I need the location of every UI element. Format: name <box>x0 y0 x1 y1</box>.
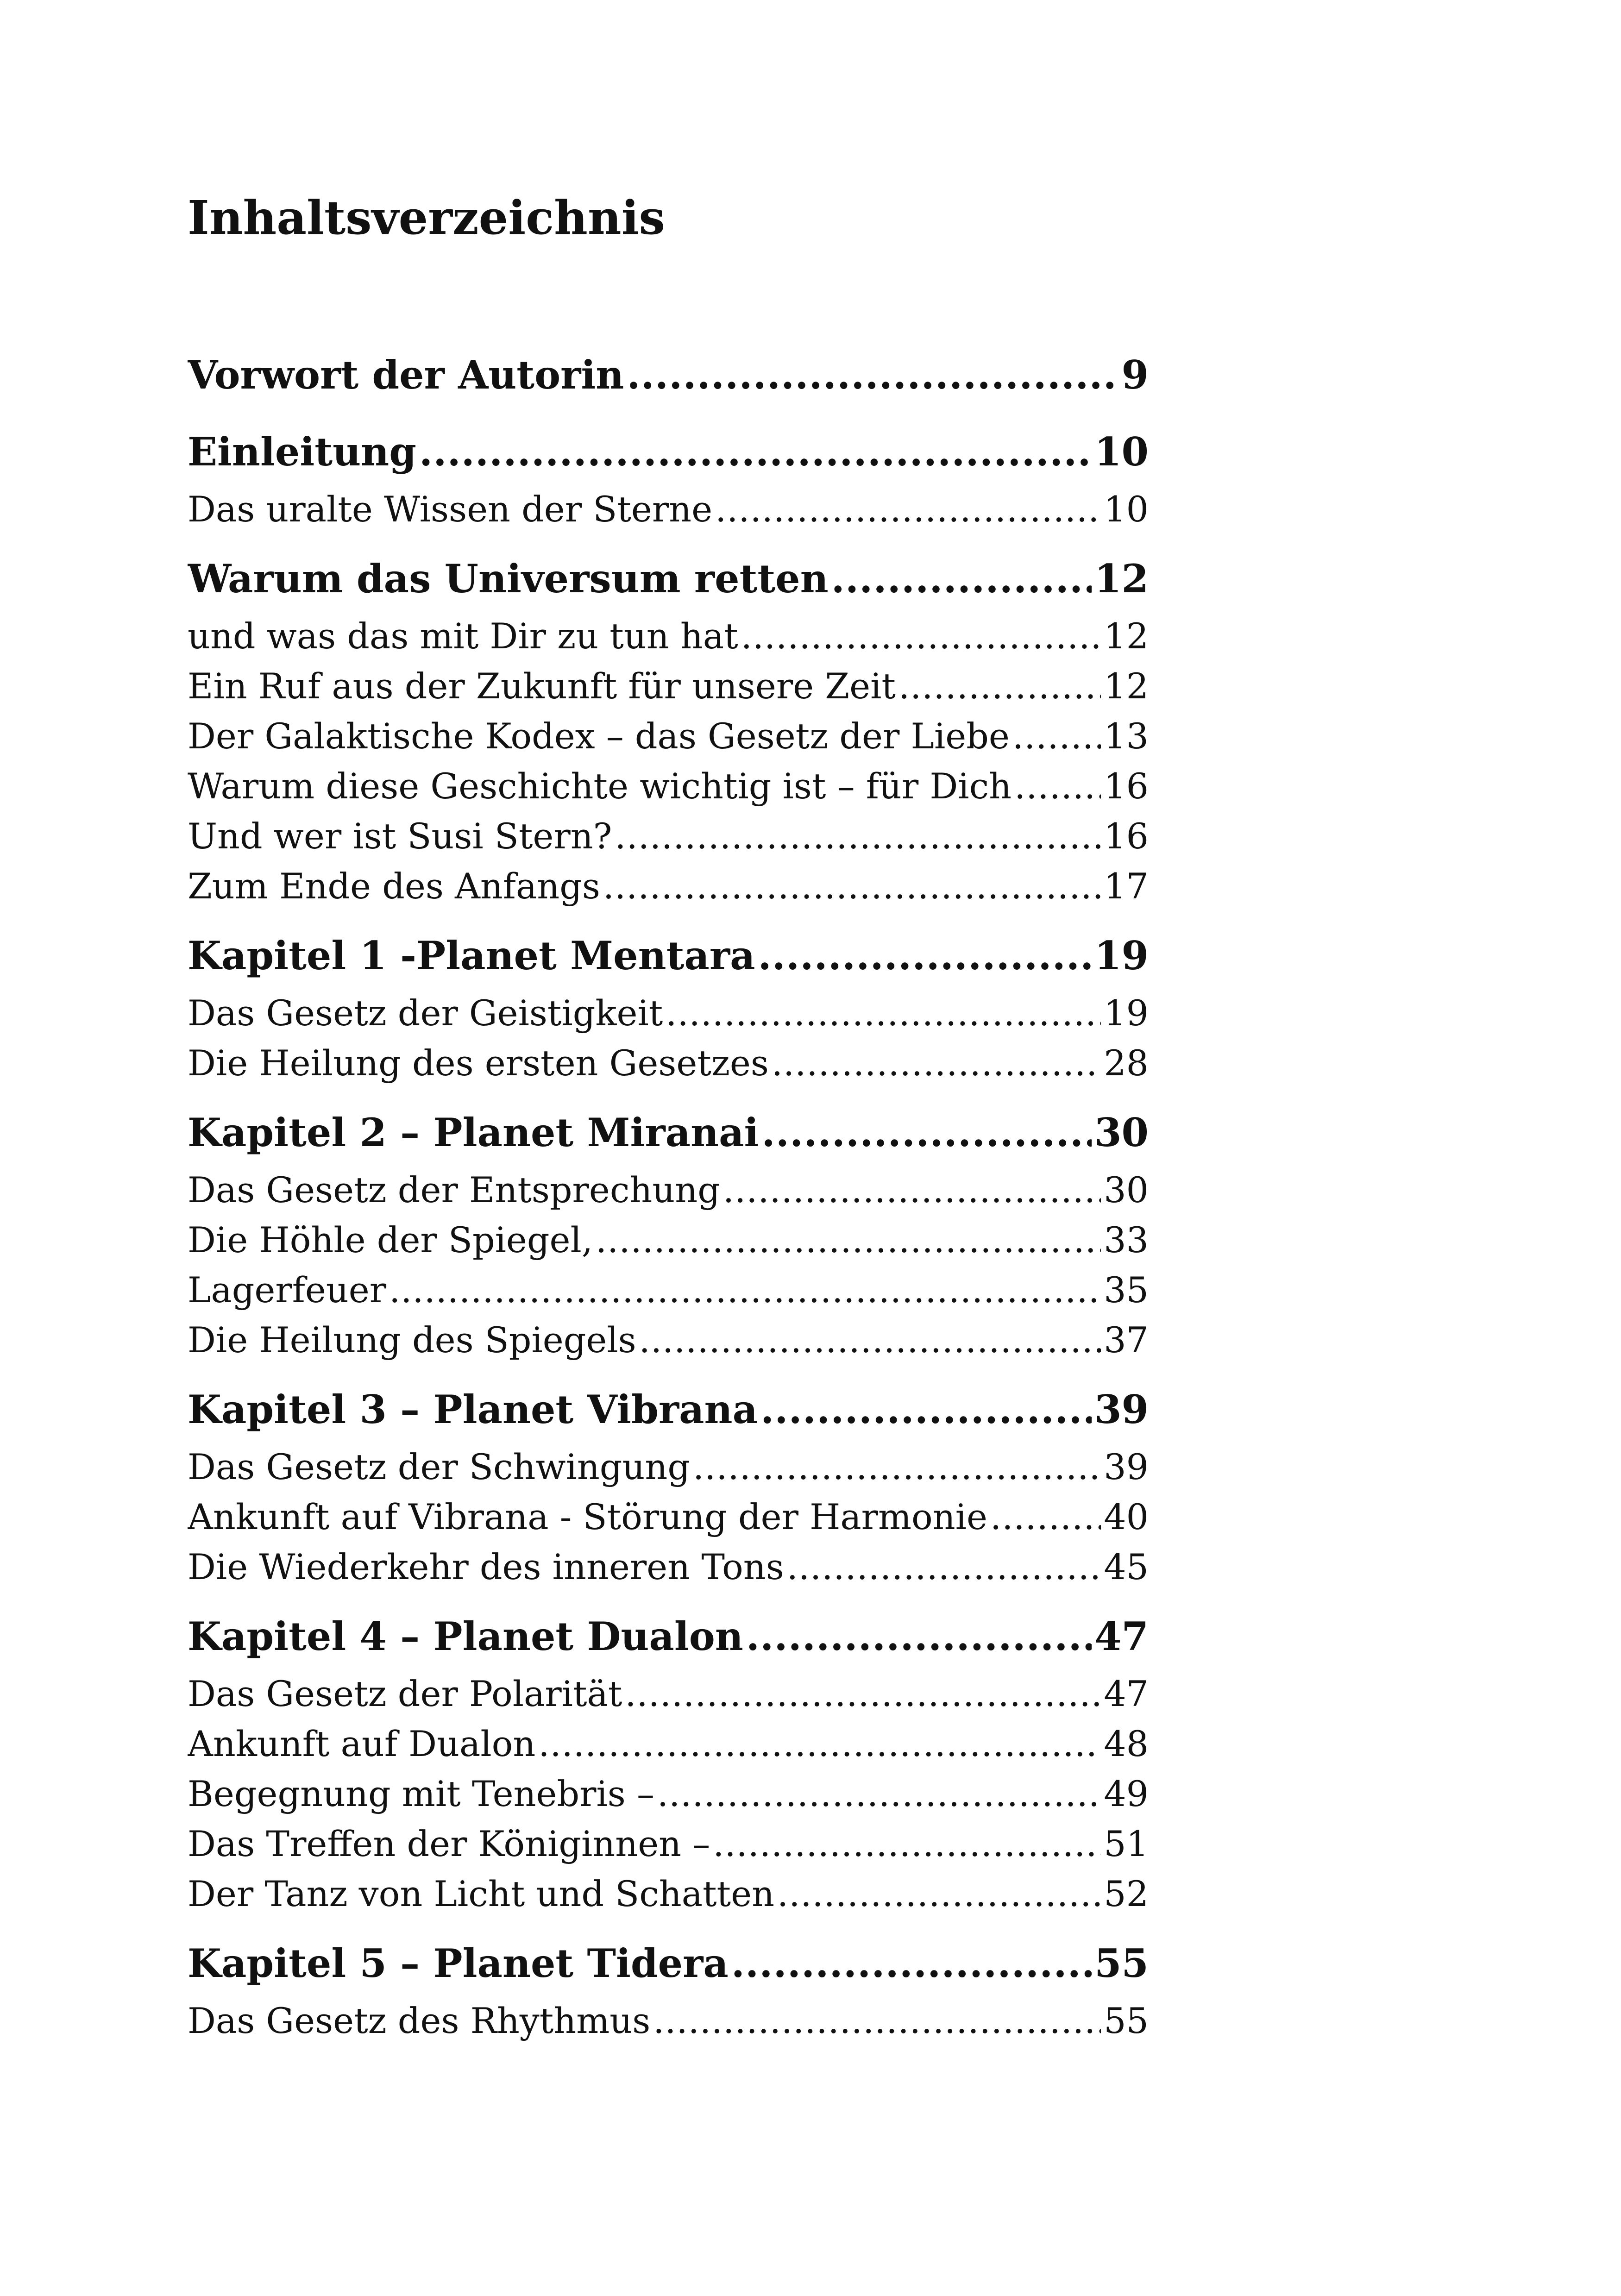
toc-subentry-page-number: 47 <box>1104 1673 1149 1714</box>
toc-subentry-title: Das Treffen der Königinnen – <box>188 1823 710 1864</box>
toc-subentry-page-number: 55 <box>1104 2000 1149 2041</box>
toc-subentry[interactable] <box>188 761 1149 811</box>
toc-subentry-page-number: 12 <box>1104 665 1149 707</box>
toc-chapter-entry[interactable] <box>188 1931 1149 1996</box>
toc-chapter-entry-title: Kapitel 2 – Planet Miranai <box>188 1110 759 1155</box>
dot-leader <box>666 988 1101 1038</box>
dot-leader <box>777 1869 1101 1919</box>
dot-leader <box>761 1100 1092 1165</box>
toc-subentry[interactable] <box>188 1869 1149 1919</box>
toc-subentry[interactable] <box>188 1669 1149 1719</box>
toc-subentry-title: Ankunft auf Dualon <box>188 1723 536 1764</box>
toc-subentry-page-number: 39 <box>1104 1446 1149 1487</box>
dot-leader <box>1014 761 1101 811</box>
dot-leader <box>990 1492 1101 1542</box>
toc-subentry-title: Ein Ruf aus der Zukunft für unsere Zeit <box>188 665 896 707</box>
toc-subentry[interactable] <box>188 811 1149 861</box>
toc-subentry-page-number: 49 <box>1104 1773 1149 1814</box>
toc-chapter-entry-title: Einleitung <box>188 429 416 475</box>
toc-chapter-entry[interactable] <box>188 923 1149 988</box>
toc-chapter-entry[interactable] <box>188 1100 1149 1165</box>
toc-subentry-page-number: 10 <box>1104 489 1149 530</box>
toc-subentry[interactable] <box>188 1442 1149 1492</box>
toc-subentry-title: Das Gesetz des Rhythmus <box>188 2000 651 2041</box>
toc-subentry-title: Das uralte Wissen der Sterne <box>188 489 713 530</box>
toc-chapter-entry[interactable] <box>188 1604 1149 1669</box>
dot-leader <box>760 1377 1092 1442</box>
toc-subentry[interactable] <box>188 1265 1149 1315</box>
dot-leader <box>898 661 1101 711</box>
toc-subentry[interactable] <box>188 1996 1149 2046</box>
toc-section <box>188 923 1149 1088</box>
dot-leader <box>715 484 1101 534</box>
toc-subentry-page-number: 13 <box>1104 715 1149 757</box>
dot-leader <box>639 1315 1101 1365</box>
toc-subentry[interactable] <box>188 988 1149 1038</box>
toc-chapter-entry-page-number: 12 <box>1094 556 1149 602</box>
dot-leader <box>758 923 1092 988</box>
toc-chapter-entry[interactable] <box>188 343 1149 408</box>
dot-leader <box>723 1165 1101 1215</box>
page-title: Inhaltsverzeichnis <box>188 190 665 245</box>
toc-subentry-title: Der Galaktische Kodex – das Gesetz der Liebe <box>188 715 1010 757</box>
dot-leader <box>653 1996 1101 2046</box>
toc-subentry-page-number: 28 <box>1104 1042 1149 1084</box>
document-page <box>188 0 1149 2296</box>
toc-subentry[interactable] <box>188 611 1149 661</box>
toc-subentry-page-number: 16 <box>1104 816 1149 857</box>
dot-leader <box>596 1215 1101 1265</box>
toc-subentry-page-number: 30 <box>1104 1169 1149 1211</box>
toc-subentry-page-number: 17 <box>1104 866 1149 907</box>
toc-subentry[interactable] <box>188 1819 1149 1869</box>
dot-leader <box>741 611 1101 661</box>
toc-chapter-entry-title: Kapitel 5 – Planet Tidera <box>188 1940 729 1986</box>
toc-chapter-entry[interactable] <box>188 420 1149 484</box>
toc-subentry[interactable] <box>188 1719 1149 1769</box>
toc-subentry[interactable] <box>188 1038 1149 1088</box>
toc-chapter-entry-page-number: 10 <box>1094 429 1149 475</box>
toc-subentry-title: Lagerfeuer <box>188 1269 387 1311</box>
dot-leader <box>657 1769 1101 1819</box>
dot-leader <box>627 343 1118 408</box>
toc-subentry-title: Das Gesetz der Polarität <box>188 1673 622 1714</box>
dot-leader <box>603 861 1101 911</box>
dot-leader <box>787 1542 1101 1592</box>
toc-subentry-title: und was das mit Dir zu tun hat <box>188 615 738 657</box>
toc-subentry-title: Die Heilung des ersten Gesetzes <box>188 1042 769 1084</box>
toc-chapter-entry-title: Kapitel 1 -Planet Mentara <box>188 933 755 979</box>
toc-chapter-entry-title: Kapitel 4 – Planet Dualon <box>188 1613 743 1659</box>
dot-leader <box>1012 711 1101 761</box>
toc-subentry-title: Der Tanz von Licht und Schatten <box>188 1873 775 1914</box>
toc-chapter-entry-page-number: 39 <box>1094 1386 1149 1432</box>
dot-leader <box>772 1038 1101 1088</box>
toc-subentry-page-number: 33 <box>1104 1219 1149 1261</box>
toc-subentry-page-number: 45 <box>1104 1546 1149 1587</box>
toc-subentry[interactable] <box>188 1492 1149 1542</box>
toc-section <box>188 1100 1149 1365</box>
toc-subentry-page-number: 48 <box>1104 1723 1149 1764</box>
toc-subentry-title: Die Heilung des Spiegels <box>188 1319 636 1361</box>
toc-section <box>188 1931 1149 2046</box>
toc-chapter-entry[interactable] <box>188 1377 1149 1442</box>
toc-subentry-title: Ankunft auf Vibrana - Störung der Harmonie <box>188 1496 988 1537</box>
toc-subentry-title: Das Gesetz der Schwingung <box>188 1446 691 1487</box>
toc-section <box>188 1604 1149 1919</box>
toc-subentry-title: Zum Ende des Anfangs <box>188 866 600 907</box>
toc-subentry-page-number: 19 <box>1104 992 1149 1034</box>
toc-subentry-title: Warum diese Geschichte wichtig ist – für Dich <box>188 765 1012 807</box>
toc-subentry-page-number: 40 <box>1104 1496 1149 1537</box>
toc-subentry-title: Begegnung mit Tenebris – <box>188 1773 654 1814</box>
toc-chapter-entry-page-number: 9 <box>1121 352 1149 398</box>
toc-subentry-page-number: 51 <box>1104 1823 1149 1864</box>
toc-section <box>188 1377 1149 1592</box>
toc-subentry-page-number: 16 <box>1104 765 1149 807</box>
dot-leader <box>713 1819 1101 1869</box>
toc-subentry[interactable] <box>188 1165 1149 1215</box>
toc-chapter-entry-title: Kapitel 3 – Planet Vibrana <box>188 1386 758 1432</box>
dot-leader <box>625 1669 1101 1719</box>
toc-subentry-title: Das Gesetz der Entsprechung <box>188 1169 720 1211</box>
dot-leader <box>389 1265 1101 1315</box>
toc-chapter-entry-title: Vorwort der Autorin <box>188 352 624 398</box>
dot-leader <box>419 420 1092 484</box>
toc-chapter-entry-page-number: 55 <box>1094 1940 1149 1986</box>
toc-chapter-entry[interactable] <box>188 546 1149 611</box>
dot-leader <box>831 546 1092 611</box>
toc-subentry-page-number: 37 <box>1104 1319 1149 1361</box>
toc-subentry-title: Und wer ist Susi Stern? <box>188 816 612 857</box>
toc-subentry[interactable] <box>188 1315 1149 1365</box>
toc-subentry[interactable] <box>188 661 1149 711</box>
toc-section <box>188 420 1149 534</box>
toc-subentry[interactable] <box>188 484 1149 534</box>
toc-section <box>188 343 1149 408</box>
toc-subentry[interactable] <box>188 1215 1149 1265</box>
toc-subentry-page-number: 12 <box>1104 615 1149 657</box>
toc-subentry-title: Das Gesetz der Geistigkeit <box>188 992 663 1034</box>
toc-subentry[interactable] <box>188 1769 1149 1819</box>
toc-subentry[interactable] <box>188 711 1149 761</box>
toc-chapter-entry-page-number: 19 <box>1094 933 1149 979</box>
toc-subentry-title: Die Wiederkehr des inneren Tons <box>188 1546 784 1587</box>
toc-subentry[interactable] <box>188 1542 1149 1592</box>
dot-leader <box>746 1604 1092 1669</box>
toc-subentry-page-number: 52 <box>1104 1873 1149 1914</box>
dot-leader <box>615 811 1101 861</box>
table-of-contents <box>188 343 1149 2046</box>
toc-subentry-title: Die Höhle der Spiegel, <box>188 1219 593 1261</box>
toc-chapter-entry-title: Warum das Universum retten <box>188 556 829 602</box>
toc-subentry[interactable] <box>188 861 1149 911</box>
toc-subentry-page-number: 35 <box>1104 1269 1149 1311</box>
toc-section <box>188 546 1149 911</box>
dot-leader <box>731 1931 1092 1996</box>
toc-chapter-entry-page-number: 30 <box>1094 1110 1149 1155</box>
dot-leader <box>693 1442 1101 1492</box>
dot-leader <box>538 1719 1101 1769</box>
toc-chapter-entry-page-number: 47 <box>1094 1613 1149 1659</box>
